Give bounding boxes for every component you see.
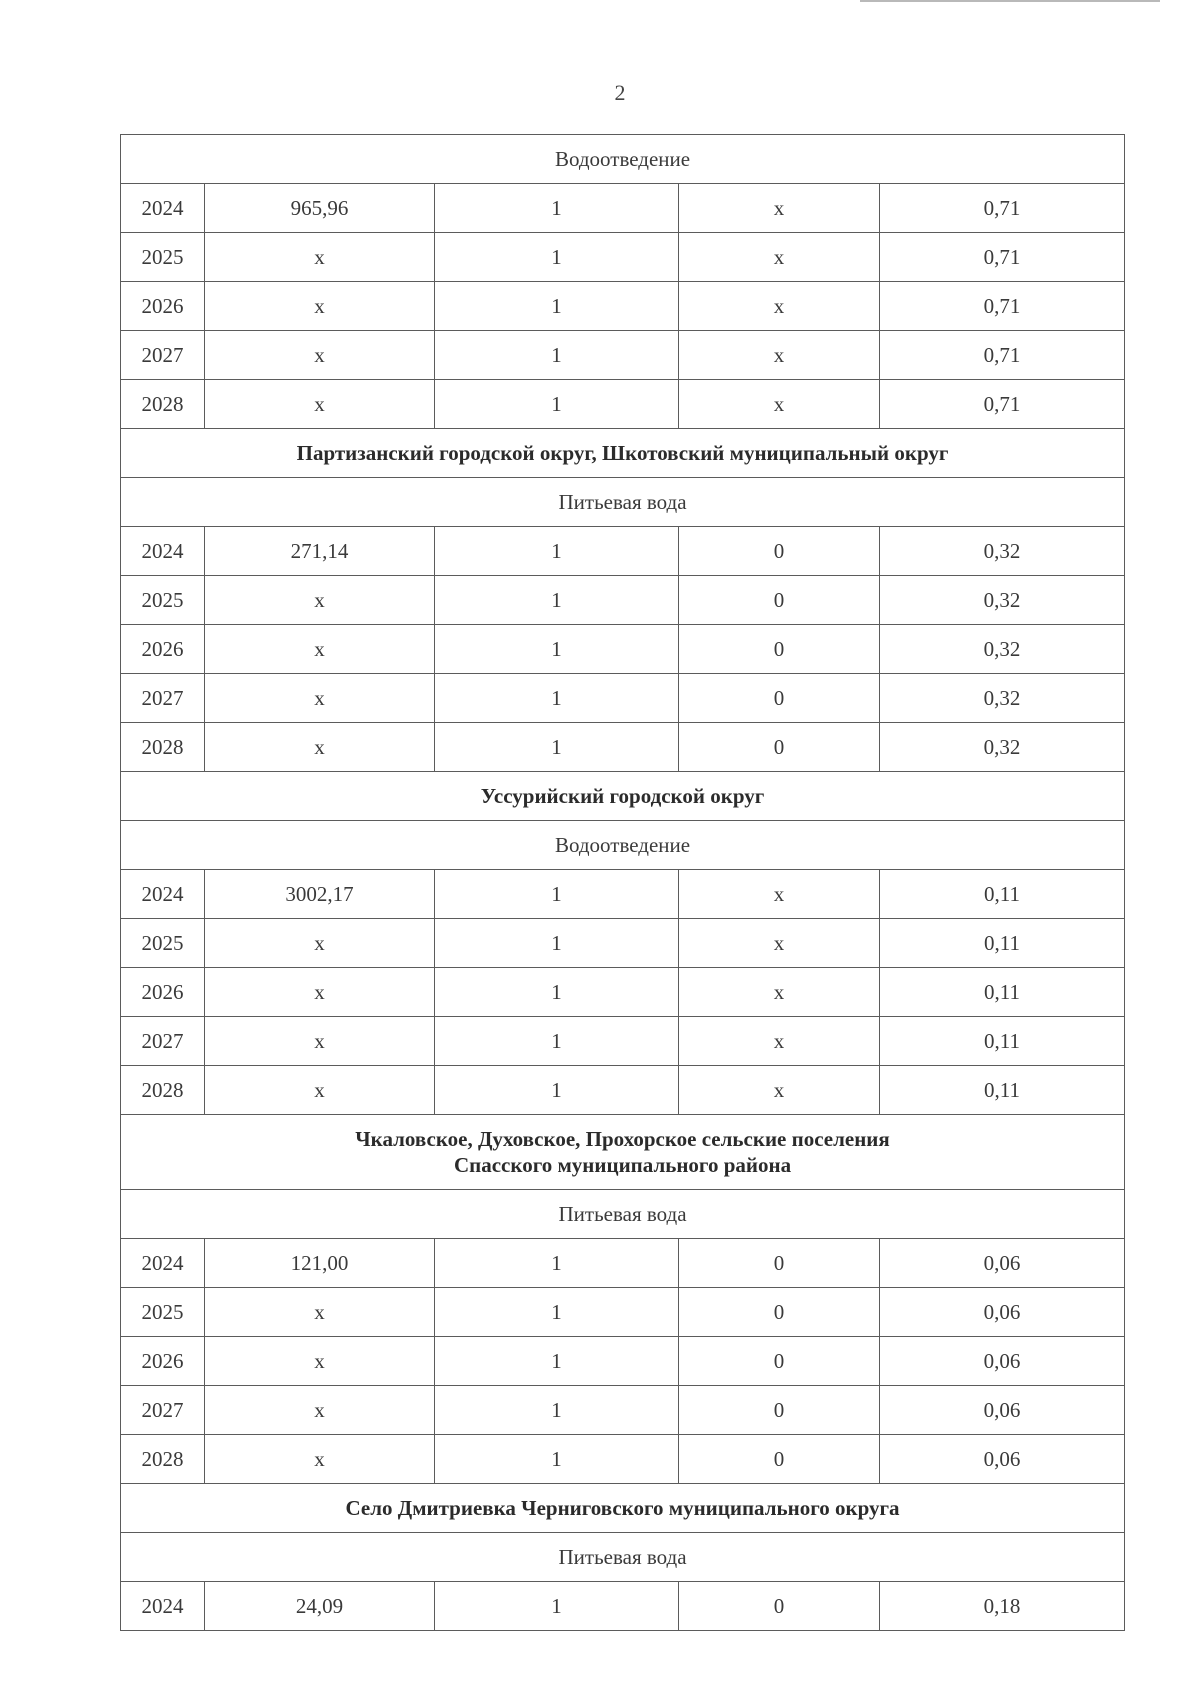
table-cell: 1: [435, 331, 679, 380]
section-title-line: Уссурийский городской округ: [480, 784, 765, 808]
table-cell: 0,71: [880, 282, 1125, 331]
table-cell: 1: [435, 968, 679, 1017]
subsection-row: [121, 478, 1125, 527]
table-row: [121, 919, 1125, 968]
table-cell: 2024: [121, 870, 205, 919]
table-cell: 1: [435, 1017, 679, 1066]
table-cell: 0,11: [880, 1017, 1125, 1066]
table-cell: x: [679, 184, 880, 233]
table-cell: 1: [435, 1337, 679, 1386]
table-cell: 1: [435, 576, 679, 625]
table-cell: 2028: [121, 1435, 205, 1484]
table-cell: 2028: [121, 1066, 205, 1115]
table-cell: 1: [435, 527, 679, 576]
table-cell: 2025: [121, 576, 205, 625]
table-cell: 1: [435, 1288, 679, 1337]
table-cell: 2028: [121, 723, 205, 772]
table-cell: 1: [435, 919, 679, 968]
table-row: [121, 1582, 1125, 1631]
table-cell: 0,71: [880, 331, 1125, 380]
table-row: [121, 1337, 1125, 1386]
section-title: [121, 1484, 1125, 1533]
table-cell: 1: [435, 184, 679, 233]
table-cell: 121,00: [205, 1239, 435, 1288]
table-cell: 0,06: [880, 1435, 1125, 1484]
table-row: [121, 625, 1125, 674]
page-number: 2: [614, 80, 626, 105]
subsection-row: [121, 1533, 1125, 1582]
table-cell: x: [205, 1337, 435, 1386]
section-title: [121, 772, 1125, 821]
table-cell: 2024: [121, 184, 205, 233]
table-cell: x: [205, 1066, 435, 1115]
table-row: [121, 1017, 1125, 1066]
table-cell: 1: [435, 1386, 679, 1435]
table-cell: x: [205, 1017, 435, 1066]
table-cell: 1: [435, 723, 679, 772]
table-cell: x: [205, 1288, 435, 1337]
table-cell: 2027: [121, 1017, 205, 1066]
table-row: [121, 1386, 1125, 1435]
table-row: [121, 674, 1125, 723]
table-cell: 0,11: [880, 968, 1125, 1017]
table-cell: x: [679, 1066, 880, 1115]
table-cell: 1: [435, 380, 679, 429]
table-cell: 0,18: [880, 1582, 1125, 1631]
table-cell: 2028: [121, 380, 205, 429]
section-title-row: [121, 1484, 1125, 1533]
table-row: [121, 870, 1125, 919]
table-row: [121, 527, 1125, 576]
table-row: [121, 968, 1125, 1017]
table-cell: 2025: [121, 233, 205, 282]
subsection-row: [121, 1190, 1125, 1239]
table-cell: 1: [435, 674, 679, 723]
table-cell: 2025: [121, 1288, 205, 1337]
scan-edge-line: [860, 0, 1160, 2]
table-cell: 0: [679, 1582, 880, 1631]
section-title-row: [121, 429, 1125, 478]
table-row: [121, 1066, 1125, 1115]
table-cell: 2026: [121, 625, 205, 674]
table-cell: 0,11: [880, 919, 1125, 968]
section-title: [121, 1115, 1125, 1190]
table-cell: 0: [679, 723, 880, 772]
table-cell: 0,71: [880, 380, 1125, 429]
table-cell: 0,11: [880, 1066, 1125, 1115]
table-cell: x: [205, 233, 435, 282]
table-row: [121, 380, 1125, 429]
table-row: [121, 184, 1125, 233]
table-cell: 0,06: [880, 1239, 1125, 1288]
table-cell: 0,71: [880, 233, 1125, 282]
table-cell: 0: [679, 1435, 880, 1484]
table-cell: x: [205, 282, 435, 331]
table-cell: 0: [679, 1337, 880, 1386]
table-cell: x: [205, 1435, 435, 1484]
table-cell: 0: [679, 527, 880, 576]
subsection-label: Водоотведение: [121, 821, 1125, 870]
table-cell: 0: [679, 1386, 880, 1435]
table-cell: 2024: [121, 1582, 205, 1631]
table-cell: x: [679, 331, 880, 380]
subsection-label: Питьевая вода: [121, 1533, 1125, 1582]
table-cell: 24,09: [205, 1582, 435, 1631]
subsection-row: [121, 135, 1125, 184]
table-cell: x: [205, 331, 435, 380]
table-cell: 2024: [121, 527, 205, 576]
table-cell: 0,32: [880, 527, 1125, 576]
table-cell: x: [679, 919, 880, 968]
table-row: [121, 233, 1125, 282]
table-cell: 3002,17: [205, 870, 435, 919]
table-row: [121, 282, 1125, 331]
table-cell: 271,14: [205, 527, 435, 576]
table-cell: 965,96: [205, 184, 435, 233]
section-title-line: Чкаловское, Духовское, Прохорское сельские поселения: [355, 1127, 890, 1151]
table-cell: 0,06: [880, 1337, 1125, 1386]
table-cell: 0,32: [880, 723, 1125, 772]
table-cell: 0: [679, 1239, 880, 1288]
table-cell: x: [205, 576, 435, 625]
table-cell: 1: [435, 1582, 679, 1631]
section-title-line: Село Дмитриевка Черниговского муниципального округа: [345, 1496, 900, 1520]
table-cell: 0: [679, 1288, 880, 1337]
table-cell: 0: [679, 674, 880, 723]
subsection-label: Водоотведение: [121, 135, 1125, 184]
subsection-label: Питьевая вода: [121, 478, 1125, 527]
subsection-label: Питьевая вода: [121, 1190, 1125, 1239]
table-cell: 1: [435, 1239, 679, 1288]
table-cell: x: [679, 968, 880, 1017]
table-row: [121, 723, 1125, 772]
table-cell: x: [205, 919, 435, 968]
section-title-row: [121, 1115, 1125, 1190]
table-cell: 1: [435, 1066, 679, 1115]
section-title: [121, 429, 1125, 478]
table-cell: 0,06: [880, 1288, 1125, 1337]
tariff-table-body: [121, 135, 1125, 1631]
table-cell: 0: [679, 625, 880, 674]
section-title-row: [121, 772, 1125, 821]
table-cell: 1: [435, 625, 679, 674]
table-cell: 0,11: [880, 870, 1125, 919]
table-cell: 0,71: [880, 184, 1125, 233]
table-row: [121, 576, 1125, 625]
table-cell: 2026: [121, 1337, 205, 1386]
table-cell: x: [679, 233, 880, 282]
table-cell: x: [205, 1386, 435, 1435]
table-cell: 2026: [121, 282, 205, 331]
table-cell: 0,32: [880, 625, 1125, 674]
subsection-row: [121, 821, 1125, 870]
table-cell: x: [205, 380, 435, 429]
table-cell: x: [679, 870, 880, 919]
table-cell: 2026: [121, 968, 205, 1017]
table-cell: 0,06: [880, 1386, 1125, 1435]
table-cell: 1: [435, 1435, 679, 1484]
table-cell: x: [205, 968, 435, 1017]
table-cell: 2025: [121, 919, 205, 968]
table-cell: x: [205, 625, 435, 674]
table-cell: 0: [679, 576, 880, 625]
table-cell: 2027: [121, 331, 205, 380]
tariff-table: [120, 134, 1125, 1631]
table-row: [121, 1239, 1125, 1288]
table-cell: 0,32: [880, 576, 1125, 625]
table-row: [121, 1435, 1125, 1484]
table-cell: x: [679, 1017, 880, 1066]
table-cell: x: [679, 380, 880, 429]
table-cell: 0,32: [880, 674, 1125, 723]
section-title-line: Спасского муниципального района: [453, 1153, 792, 1177]
table-cell: 2027: [121, 674, 205, 723]
table-cell: 2027: [121, 1386, 205, 1435]
table-cell: 2024: [121, 1239, 205, 1288]
section-title-line: Партизанский городской округ, Шкотовский муниципальный округ: [296, 441, 949, 465]
table-cell: 1: [435, 870, 679, 919]
table-cell: x: [205, 674, 435, 723]
table-row: [121, 331, 1125, 380]
table-cell: 1: [435, 282, 679, 331]
table-cell: x: [679, 282, 880, 331]
table-cell: x: [205, 723, 435, 772]
table-cell: 1: [435, 233, 679, 282]
table-row: [121, 1288, 1125, 1337]
